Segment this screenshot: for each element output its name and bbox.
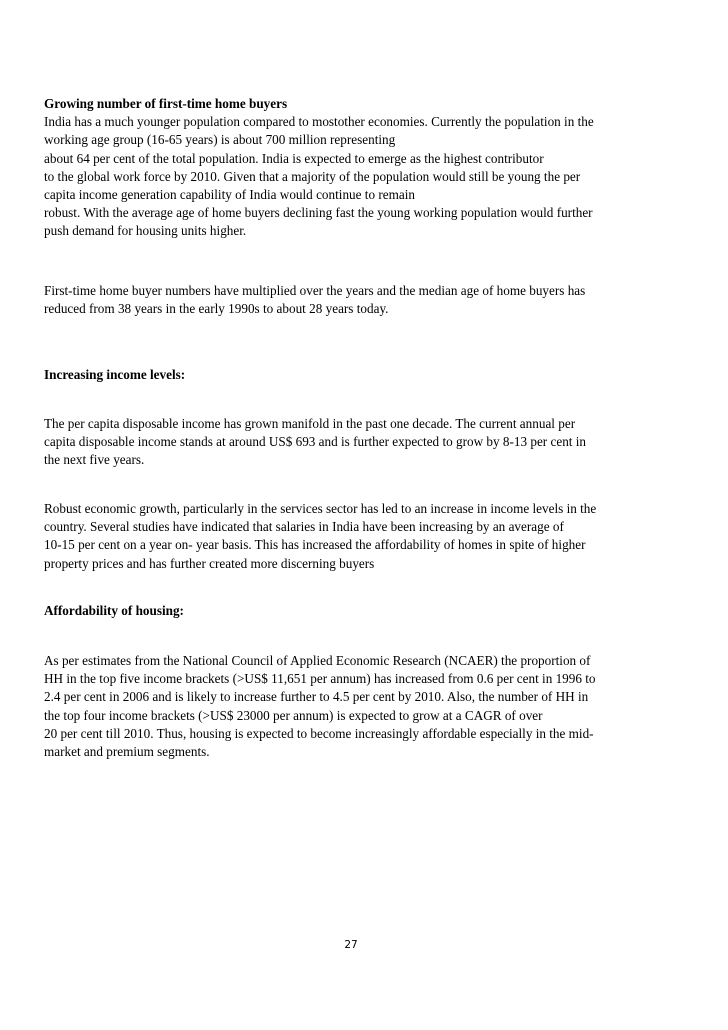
- paragraph-line: country. Several studies have indicated that salaries in India have been increasing by an average of: [44, 519, 564, 535]
- section-first-time-buyers: [44, 95, 694, 241]
- paragraph-buyer-age: [44, 282, 694, 318]
- paragraph-line: 10-15 per cent on a year on- year basis. This has increased the affordability of homes in spite of higher: [44, 537, 586, 553]
- paragraph-line: market and premium segments.: [44, 744, 210, 760]
- page-number: 27: [344, 939, 358, 951]
- paragraph-line: about 64 per cent of the total population. India is expected to emerge as the highest contributor: [44, 150, 544, 166]
- paragraph-economic-growth: [44, 500, 694, 573]
- paragraph-line: robust. With the average age of home buyers declining fast the young working population would further: [44, 205, 593, 221]
- heading-income-levels: Increasing income levels:: [44, 367, 186, 382]
- paragraph-line: As per estimates from the National Council of Applied Economic Research (NCAER) the proportion of: [44, 653, 591, 668]
- paragraph-line: working age group (16-65 years) is about 700 million representing: [44, 132, 396, 148]
- paragraph-line: 20 per cent till 2010. Thus, housing is expected to become increasingly affordable especially in the mid-: [44, 725, 594, 741]
- paragraph-line: push demand for housing units higher.: [44, 223, 247, 239]
- paragraph-line: HH in the top five income brackets (>US$ 11,651 per annum) has increased from 0.6 per cent in 1996 to: [44, 671, 596, 687]
- paragraph-line: 2.4 per cent in 2006 and is likely to increase further to 4.5 per cent by 2010. Also, the number of HH in: [44, 689, 589, 705]
- paragraph-line: to the global work force by 2010. Given that a majority of the population would still be young the per: [44, 168, 581, 184]
- paragraph-ncaer-estimates: [44, 652, 694, 761]
- paragraph-line: Robust economic growth, particularly in the services sector has led to an increase in income levels in the: [44, 501, 597, 516]
- paragraph-line: the next five years.: [44, 452, 145, 468]
- paragraph-line: property prices and has further created more discerning buyers: [44, 555, 375, 571]
- heading-first-time-buyers: Growing number of first-time home buyers: [44, 96, 288, 111]
- paragraph-line: reduced from 38 years in the early 1990s to about 28 years today.: [44, 301, 389, 317]
- paragraph-line: capita disposable income stands at around US$ 693 and is further expected to grow by 8-13 per cent in: [44, 434, 587, 450]
- paragraph-line: First-time home buyer numbers have multiplied over the years and the median age of home buyers has: [44, 283, 586, 298]
- paragraph-line: India has a much younger population compared to mostother economies. Currently the population in the: [44, 114, 594, 130]
- paragraph-line: the top four income brackets (>US$ 23000 per annum) is expected to grow at a CAGR of over: [44, 707, 543, 723]
- paragraph-line: The per capita disposable income has grown manifold in the past one decade. The current annual per: [44, 416, 576, 431]
- paragraph-disposable-income: [44, 415, 694, 470]
- heading-affordability: Affordability of housing:: [44, 603, 184, 618]
- section-affordability: [44, 602, 694, 620]
- section-income-levels: [44, 366, 694, 384]
- paragraph-line: capita income generation capability of India would continue to remain: [44, 187, 415, 203]
